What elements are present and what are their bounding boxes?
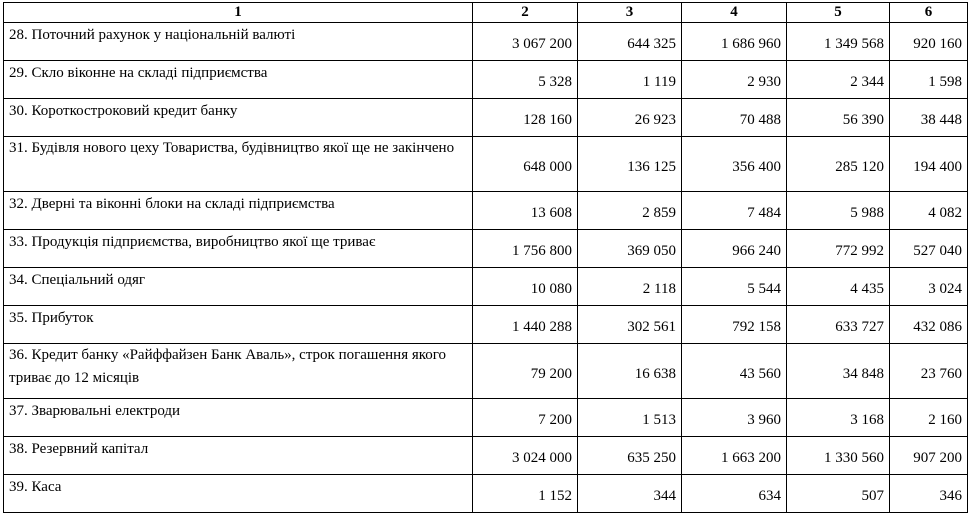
cell-value: 79 200 — [473, 344, 578, 399]
cell-value: 13 608 — [473, 192, 578, 230]
cell-value: 635 250 — [578, 437, 682, 475]
table-row — [4, 344, 968, 399]
row-label: 29. Скло віконне на складі підприємства — [4, 61, 473, 99]
row-label: 36. Кредит банку «Райффайзен Банк Аваль», строк погашення якого триває до 12 місяців — [4, 344, 473, 399]
cell-value: 907 200 — [890, 437, 968, 475]
cell-value: 966 240 — [682, 230, 787, 268]
row-label: 35. Прибуток — [4, 306, 473, 344]
header-row — [4, 3, 968, 23]
row-label: 31. Будівля нового цеху Товариства, будівництво якої ще не закінчено — [4, 137, 473, 192]
cell-value: 3 024 000 — [473, 437, 578, 475]
cell-value: 56 390 — [787, 99, 890, 137]
cell-value: 302 561 — [578, 306, 682, 344]
cell-value: 38 448 — [890, 99, 968, 137]
cell-value: 3 960 — [682, 399, 787, 437]
cell-value: 644 325 — [578, 23, 682, 61]
cell-value: 369 050 — [578, 230, 682, 268]
cell-value: 1 598 — [890, 61, 968, 99]
cell-value: 356 400 — [682, 137, 787, 192]
table-row — [4, 475, 968, 513]
column-header-3: 3 — [578, 3, 682, 23]
row-label: 33. Продукція підприємства, виробництво якої ще триває — [4, 230, 473, 268]
table-row — [4, 437, 968, 475]
cell-value: 772 992 — [787, 230, 890, 268]
cell-value: 43 560 — [682, 344, 787, 399]
cell-value: 7 200 — [473, 399, 578, 437]
cell-value: 285 120 — [787, 137, 890, 192]
column-header-1: 1 — [4, 3, 473, 23]
cell-value: 194 400 — [890, 137, 968, 192]
cell-value: 1 686 960 — [682, 23, 787, 61]
cell-value: 26 923 — [578, 99, 682, 137]
cell-value: 3 067 200 — [473, 23, 578, 61]
cell-value: 4 435 — [787, 268, 890, 306]
row-label: 32. Дверні та віконні блоки на складі підприємства — [4, 192, 473, 230]
cell-value: 2 118 — [578, 268, 682, 306]
table-row — [4, 230, 968, 268]
table-row — [4, 61, 968, 99]
cell-value: 1 152 — [473, 475, 578, 513]
row-label: 37. Зварювальні електроди — [4, 399, 473, 437]
table-row — [4, 306, 968, 344]
cell-value: 346 — [890, 475, 968, 513]
cell-value: 2 344 — [787, 61, 890, 99]
row-label: 38. Резервний капітал — [4, 437, 473, 475]
cell-value: 70 488 — [682, 99, 787, 137]
cell-value: 344 — [578, 475, 682, 513]
table-row — [4, 137, 968, 192]
cell-value: 10 080 — [473, 268, 578, 306]
column-header-4: 4 — [682, 3, 787, 23]
table-row — [4, 99, 968, 137]
cell-value: 1 119 — [578, 61, 682, 99]
row-label: 34. Спеціальний одяг — [4, 268, 473, 306]
cell-value: 648 000 — [473, 137, 578, 192]
cell-value: 5 544 — [682, 268, 787, 306]
table-row — [4, 268, 968, 306]
cell-value: 2 930 — [682, 61, 787, 99]
cell-value: 34 848 — [787, 344, 890, 399]
cell-value: 23 760 — [890, 344, 968, 399]
cell-value: 507 — [787, 475, 890, 513]
cell-value: 2 859 — [578, 192, 682, 230]
table-row — [4, 399, 968, 437]
cell-value: 634 — [682, 475, 787, 513]
cell-value: 1 756 800 — [473, 230, 578, 268]
cell-value: 1 349 568 — [787, 23, 890, 61]
row-label: 28. Поточний рахунок у національній валюті — [4, 23, 473, 61]
row-label: 39. Каса — [4, 475, 473, 513]
cell-value: 1 330 560 — [787, 437, 890, 475]
cell-value: 1 440 288 — [473, 306, 578, 344]
cell-value: 920 160 — [890, 23, 968, 61]
column-header-6: 6 — [890, 3, 968, 23]
table-row — [4, 192, 968, 230]
cell-value: 3 024 — [890, 268, 968, 306]
column-header-5: 5 — [787, 3, 890, 23]
cell-value: 136 125 — [578, 137, 682, 192]
cell-value: 3 168 — [787, 399, 890, 437]
cell-value: 5 328 — [473, 61, 578, 99]
cell-value: 16 638 — [578, 344, 682, 399]
cell-value: 5 988 — [787, 192, 890, 230]
cell-value: 1 513 — [578, 399, 682, 437]
cell-value: 128 160 — [473, 99, 578, 137]
cell-value: 633 727 — [787, 306, 890, 344]
table-row — [4, 23, 968, 61]
column-header-2: 2 — [473, 3, 578, 23]
cell-value: 792 158 — [682, 306, 787, 344]
accounts-table — [3, 2, 968, 513]
cell-value: 527 040 — [890, 230, 968, 268]
row-label: 30. Короткостроковий кредит банку — [4, 99, 473, 137]
cell-value: 7 484 — [682, 192, 787, 230]
cell-value: 432 086 — [890, 306, 968, 344]
cell-value: 2 160 — [890, 399, 968, 437]
cell-value: 4 082 — [890, 192, 968, 230]
cell-value: 1 663 200 — [682, 437, 787, 475]
